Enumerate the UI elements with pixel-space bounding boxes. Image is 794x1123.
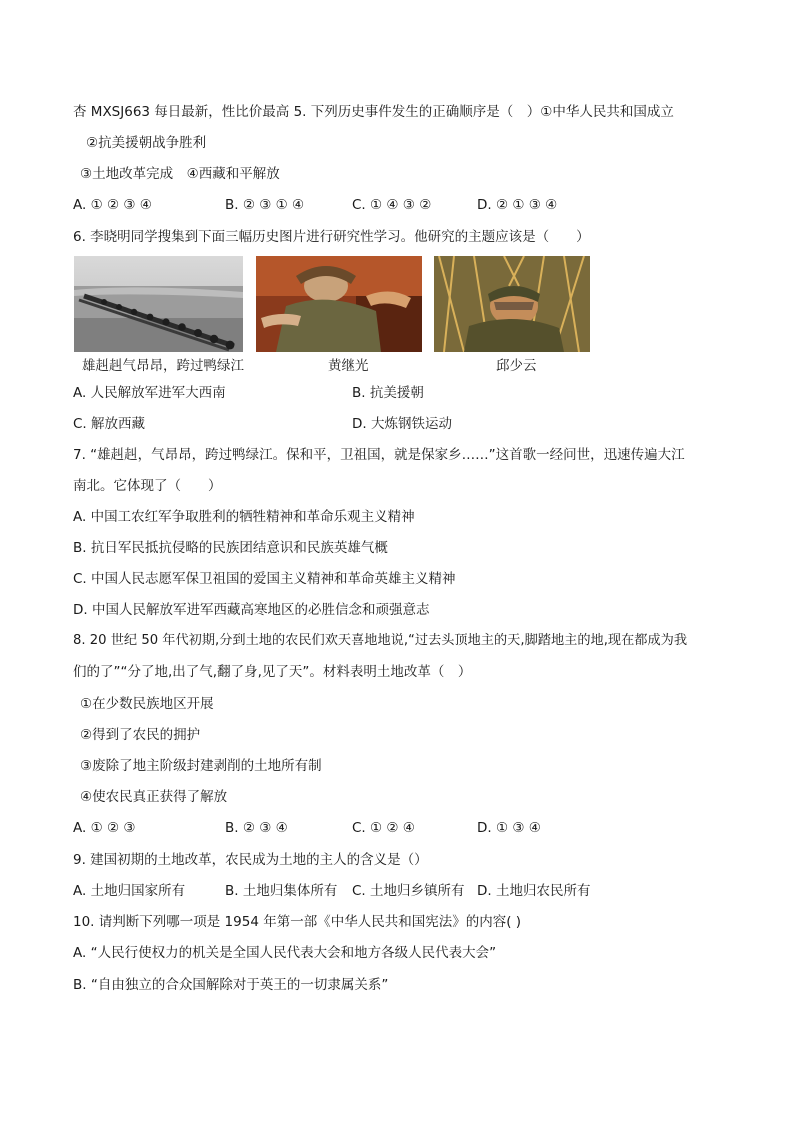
q8-option-a: A. ① ② ③: [73, 820, 136, 836]
caption-huang-jiguang: 黄继光: [328, 358, 369, 374]
q6-stem: 6. 李晓明同学搜集到下面三幅历史图片进行研究性学习。他研究的主题应该是（ ）: [73, 229, 590, 245]
caption-yalu: 雄赳赳气昂昂，跨过鸭绿江: [82, 358, 244, 374]
painting-qiu-shaoyun-graphic: [434, 256, 590, 352]
q8-item-4: ④使农民真正获得了解放: [80, 789, 228, 805]
q5-option-a: A. ① ② ③ ④: [73, 197, 152, 213]
photo-troops-crossing-yalu-graphic: [74, 256, 243, 352]
q5-items-3-4: ③土地改革完成 ④西藏和平解放: [80, 166, 280, 182]
q5-option-d: D. ② ① ③ ④: [477, 197, 558, 213]
photo-troops-crossing-yalu: [74, 256, 243, 352]
q7-option-d: D. 中国人民解放军进军西藏高寒地区的必胜信念和顽强意志: [73, 602, 430, 618]
q8-item-2: ②得到了农民的拥护: [80, 727, 201, 743]
painting-huang-jiguang: [256, 256, 422, 352]
q5-stem: 杏 MXSJ663 每日最新，性比价最高 5. 下列历史事件发生的正确顺序是（ ）①中华人民共和国成立: [73, 104, 674, 120]
q10-stem: 10. 请判断下列哪一项是 1954 年第一部《中华人民共和国宪法》的内容( ): [73, 914, 522, 930]
q8-option-d: D. ① ③ ④: [477, 820, 541, 836]
painting-qiu-shaoyun: [434, 256, 590, 352]
q9-stem: 9. 建国初期的土地改革，农民成为土地的主人的含义是（）: [73, 852, 428, 868]
q5-item-2: ②抗美援朝战争胜利: [86, 135, 207, 151]
q9-option-c: C. 土地归乡镇所有: [352, 883, 465, 899]
q6-option-b: B. 抗美援朝: [352, 385, 424, 401]
q8-stem-line2: 们的了”“分了地,出了气,翻了身,见了天”。材料表明土地改革（ ）: [73, 664, 472, 680]
q5-option-b: B. ② ③ ① ④: [225, 197, 305, 213]
q6-option-d: D. 大炼钢铁运动: [352, 416, 452, 432]
q10-option-b: B. “自由独立的合众国解除对于英王的一切隶属关系”: [73, 977, 389, 993]
q7-option-c: C. 中国人民志愿军保卫祖国的爱国主义精神和革命英雄主义精神: [73, 571, 456, 587]
q7-option-b: B. 抗日军民抵抗侵略的民族团结意识和民族英雄气概: [73, 540, 388, 556]
q8-option-b: B. ② ③ ④: [225, 820, 288, 836]
q7-stem-line2: 南北。它体现了（ ）: [73, 478, 222, 494]
q7-stem-line1: 7. “雄赳赳，气昂昂，跨过鸭绿江。保和平，卫祖国，就是保家乡……”这首歌一经问世，迅速传遍大江: [73, 447, 685, 463]
q8-option-c: C. ① ② ④: [352, 820, 415, 836]
q9-option-d: D. 土地归农民所有: [477, 883, 591, 899]
q5-option-c: C. ① ④ ③ ②: [352, 197, 432, 213]
q8-item-1: ①在少数民族地区开展: [80, 696, 214, 712]
q7-option-a: A. 中国工农红军争取胜利的牺牲精神和革命乐观主义精神: [73, 509, 415, 525]
q10-option-a: A. “人民行使权力的机关是全国人民代表大会和地方各级人民代表大会”: [73, 945, 497, 961]
q6-option-c: C. 解放西藏: [73, 416, 146, 432]
q8-item-3: ③废除了地主阶级封建剥削的土地所有制: [80, 758, 322, 774]
q9-option-b: B. 土地归集体所有: [225, 883, 338, 899]
q9-option-a: A. 土地归国家所有: [73, 883, 186, 899]
q8-stem-line1: 8. 20 世纪 50 年代初期,分到土地的农民们欢天喜地地说,“过去头顶地主的天,脚踏地主的地,现在都成为我: [73, 633, 688, 648]
painting-huang-jiguang-graphic: [256, 256, 422, 352]
caption-qiu-shaoyun: 邱少云: [496, 358, 537, 374]
q6-option-a: A. 人民解放军进军大西南: [73, 385, 226, 401]
